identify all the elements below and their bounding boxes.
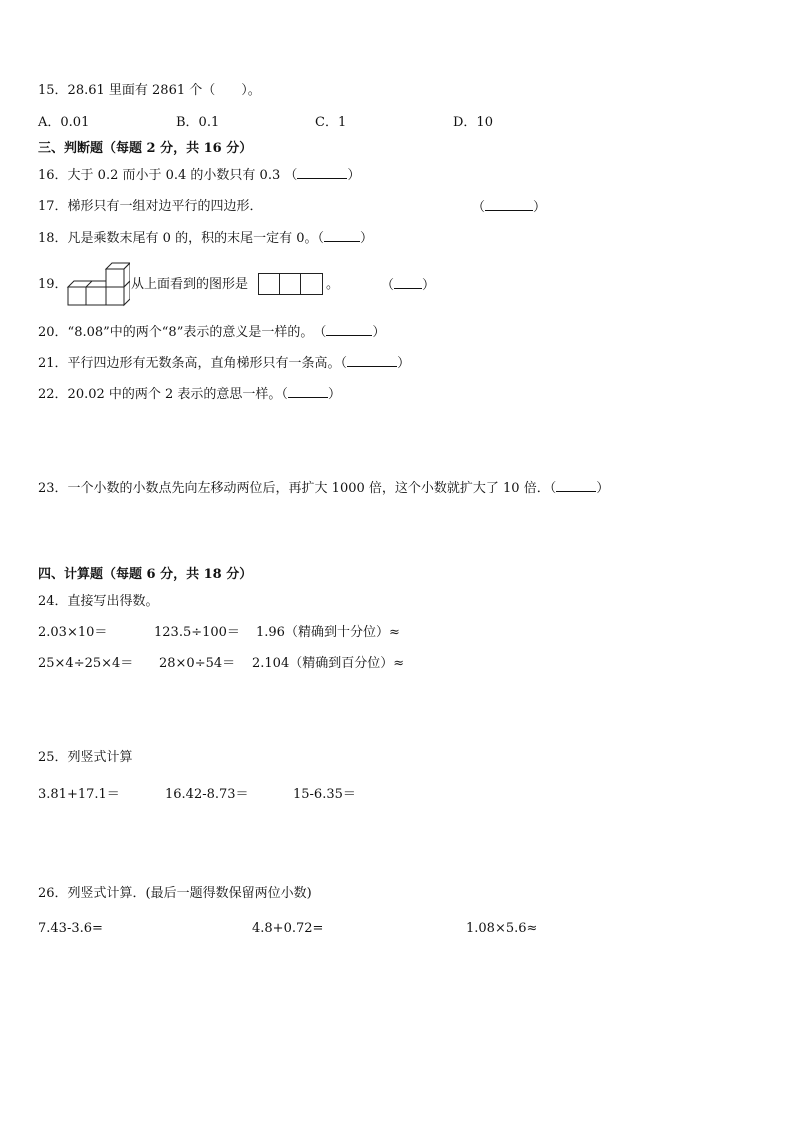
question-number: 20． [38, 325, 68, 340]
question-text: 梯形只有一组对边平行的四边形． [67, 199, 263, 214]
question-text: 大于 0.2 而小于 0.4 的小数只有 0.3 （ [67, 168, 298, 183]
paren-open: （ [472, 200, 486, 215]
calc-item: 1.08×5.6≈ [466, 921, 538, 936]
question-20 [38, 323, 385, 342]
question-number: 21． [38, 356, 68, 371]
calc-item: 15-6.35＝ [293, 787, 356, 802]
question-number: 24． [38, 594, 68, 609]
calc-item: 4.8+0.72= [252, 921, 324, 936]
question-number: 26． [38, 886, 68, 901]
answer-blank[interactable] [288, 385, 328, 398]
question-16 [38, 166, 360, 185]
question-19-text: 从上面看到的图形是 [131, 277, 249, 292]
question-text: “8.08”中的两个“8”表示的意义是一样的。 （ [67, 325, 327, 340]
top-view-figure [258, 273, 324, 295]
question-22 [38, 385, 341, 404]
answer-blank[interactable] [556, 479, 596, 492]
answer-blank[interactable] [347, 354, 397, 367]
question-text: 20.02 中的两个 2 表示的意思一样。（ [67, 387, 288, 402]
paren-close: ） [327, 387, 341, 402]
option-c[interactable]: C．1 [315, 115, 347, 130]
paren-close: ） [360, 231, 374, 246]
question-number: 17． [38, 199, 68, 214]
question-text: 一个小数的小数点先向左移动两位后，再扩大 1000 倍，这个小数就扩大了 10 倍．（ [67, 481, 557, 496]
cube-stack-figure [66, 259, 130, 307]
paren-close: ） [422, 278, 436, 293]
option-a[interactable]: A．0.01 [38, 115, 90, 130]
section-title-calculation: 四、计算题（每题 6 分，共 18 分） [38, 567, 253, 582]
answer-blank[interactable] [326, 323, 372, 336]
question-19-number: 19． [38, 277, 68, 292]
calc-item: 25×4÷25×4＝ [38, 656, 134, 671]
question-15 [38, 82, 261, 100]
calc-item: 3.81+17.1＝ [38, 787, 120, 802]
paren-close: ） [347, 168, 361, 183]
calc-item: 28×0÷54＝ [159, 656, 236, 671]
answer-blank[interactable] [394, 276, 422, 289]
question-number: 22． [38, 387, 68, 402]
answer-blank[interactable] [297, 166, 347, 179]
calc-item: 2.03×10＝ [38, 625, 108, 640]
question-18 [38, 229, 373, 248]
option-d[interactable]: D．10 [453, 115, 493, 130]
paren-close: ） [533, 200, 547, 215]
paren-close: ） [372, 325, 386, 340]
section-title-judgement: 三、判断题（每题 2 分，共 16 分） [38, 141, 253, 156]
question-number: 16． [38, 168, 68, 183]
question-text: 凡是乘数末尾有 0 的，积的末尾一定有 0。（ [67, 231, 324, 246]
question-21 [38, 354, 410, 373]
calc-item: 2.104（精确到百分位）≈ [252, 656, 405, 671]
question-17 [38, 198, 263, 216]
paren-close: ） [397, 356, 411, 371]
question-number: 25． [38, 750, 68, 765]
question-19-answer [381, 276, 435, 295]
paren-open: （ [381, 278, 395, 293]
question-text: 列竖式计算 [67, 750, 133, 765]
calc-item: 7.43-3.6= [38, 921, 103, 936]
question-number: 23． [38, 481, 68, 496]
question-text: 直接写出得数。 [67, 594, 159, 609]
question-text: 平行四边形有无数条高，直角梯形只有一条高。（ [67, 356, 348, 371]
answer-blank[interactable] [324, 229, 360, 242]
question-19-period: 。 [326, 277, 340, 292]
question-number: 18． [38, 231, 68, 246]
question-number: 15． [38, 83, 68, 98]
question-text: 列竖式计算．(最后一题得数保留两位小数) [67, 886, 312, 901]
option-b[interactable]: B．0.1 [176, 115, 220, 130]
question-23 [38, 479, 609, 498]
question-25 [38, 749, 133, 767]
answer-blank[interactable] [485, 198, 533, 211]
question-26 [38, 885, 312, 903]
calc-item: 16.42-8.73＝ [165, 787, 249, 802]
question-17-answer [472, 198, 546, 217]
calc-item: 1.96（精确到十分位）≈ [256, 625, 400, 640]
question-24 [38, 593, 159, 611]
question-text: 28.61 里面有 2861 个（ ）。 [67, 83, 261, 98]
paren-close: ） [596, 481, 610, 496]
calc-item: 123.5÷100＝ [154, 625, 240, 640]
